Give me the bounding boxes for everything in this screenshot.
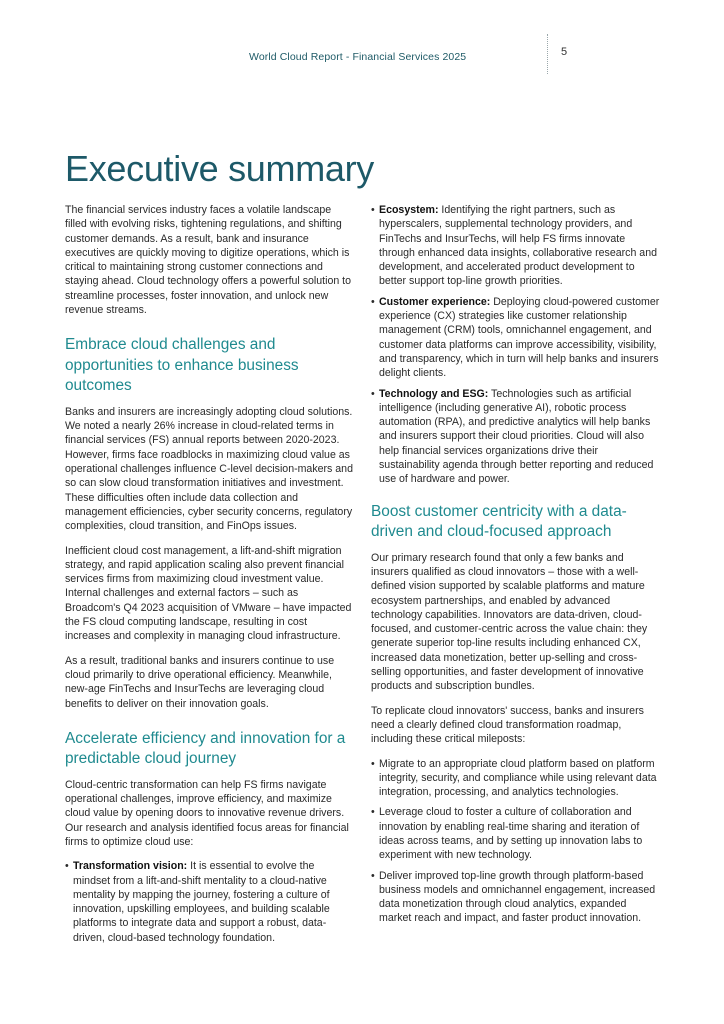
focus-area-list — [65, 859, 353, 945]
paragraph: To replicate cloud innovators' success, banks and insurers need a clearly defined cloud transformation roadmap, including these critical mileposts: — [371, 704, 644, 746]
bullet-label: Customer experience: — [379, 295, 491, 308]
left-column — [65, 203, 353, 955]
page-title: Executive summary — [65, 148, 374, 189]
list-item — [65, 859, 353, 945]
paragraph: As a result, traditional banks and insurers continue to use cloud primarily to drive operational efficiency. Meanwhile, new-age FinTechs and InsurTechs are leveraging cloud benefits to deliver on their innovation goals. — [65, 654, 335, 710]
list-item — [371, 295, 661, 381]
header-divider — [547, 34, 548, 74]
paragraph: Inefficient cloud cost management, a lift-and-shift migration strategy, and rapid application scaling also prevent financial services firms from maximizing cloud investment value. Internal challenges and external factors – such as Broadcom's Q4 2023 acquisition of VMware – have impacted the FS cloud computing landscape, resulting in cost increases and complexity in managing cloud infrastructure. — [65, 544, 352, 643]
bullet-text: Technologies such as artificial intelligence (including generative AI), robotic process automation (RPA), and predictive analytics will help banks and insurers support their cloud priorities. Cloud will also help financial services organizations drive their sustainability agenda through better reporting and reduced use of hardware and power. — [379, 387, 654, 486]
intro-paragraph: The financial services industry faces a volatile landscape filled with evolving risks, tightening regulations, and shifting customer demands. As a result, bank and insurance executives are quickly moving to digitize operations, which is critical to maintaining strong customer connections and staying ahead. Cloud technology offers a powerful solution to streamline processes, foster innovation, and unlock new revenue streams. — [65, 204, 352, 317]
section-heading-customer-centricity: Boost customer centricity with a data-driven and cloud-focused approach — [371, 502, 627, 541]
section-heading-accelerate-efficiency: Accelerate efficiency and innovation for a predictable cloud journey — [65, 729, 346, 768]
bullet-label: Transformation vision: — [73, 860, 188, 873]
list-item — [371, 387, 661, 487]
bullet-text: It is essential to evolve the mindset from a lift-and-shift mentality to a cloud-native mentality by mapping the journey, fostering a culture of innovation, upskilling employees, and building scalable platforms to integrate data and support a robust, data-driven, cloud-based technology foundation. — [73, 860, 330, 944]
bullet-text: Identifying the right partners, such as hyperscalers, supplemental technology providers, and FinTechs and InsurTechs, will help FS firms innovate through enhanced data insights, collaborative research and development, and accelerated product development to better support top-line growth priorities. — [379, 204, 657, 288]
list-item: • Leverage cloud to foster a culture of collaboration and innovation by enabling real-time sharing and iteration of ideas across teams, and by setting up innovation labs to experiment with new technology. — [371, 805, 661, 862]
right-column — [371, 203, 661, 936]
section-heading-cloud-challenges: Embrace cloud challenges and opportunities to enhance business outcomes — [65, 336, 299, 395]
paragraph: Cloud-centric transformation can help FS firms navigate operational challenges, improve efficiency, and maximize cloud value by opening doors to innovative revenue drivers. Our research and analysis identified focus areas for financial firms to optimize cloud use: — [65, 778, 349, 848]
milepost-list — [371, 757, 661, 926]
bullet-label: Technology and ESG: — [379, 387, 489, 400]
list-item: • Deliver improved top-line growth through platform-based business models and omnichannel engagement, increased data monetization through cloud analytics, expanded market reach and impact, and faster product innovation. — [371, 869, 661, 926]
paragraph: Banks and insurers are increasingly adopting cloud solutions. We noted a nearly 26% increase in cloud-related terms in financial services (FS) annual reports between 2020-2023. However, firms face roadblocks in maximizing cloud value as operational challenges influence C-level decision-makers and so can slow cloud transformation initiatives and investment. These difficulties often include data collection and management efficiencies, cyber security concerns, regulatory complexities, cloud transition, and FinOps issues. — [65, 405, 353, 533]
paragraph: Our primary research found that only a few banks and insurers qualified as cloud innovators – those with a well-defined vision supported by scalable platforms and mature ecosystem partnerships, and enabled by advanced technology capabilities. Innovators are data-driven, cloud-focused, and customer-centric across the value chain: they generate superior top-line results including enhanced CX, increased data monetization, better up-selling and cross-selling opportunities, and faster development of innovative products and subscription bundles. — [371, 551, 648, 693]
list-item: • Migrate to an appropriate cloud platform based on platform integrity, security, and compliance while using relevant data integration, processing, and analytics technologies. — [371, 757, 661, 800]
page-number: 5 — [561, 46, 568, 58]
list-item — [371, 203, 661, 289]
focus-area-list-continued — [371, 203, 661, 487]
bullet-label: Ecosystem: — [379, 204, 439, 216]
bullet-text: Deploying cloud-powered customer experience (CX) strategies like customer relationship management (CRM) tools, omnichannel engagement, and customer data platforms can improve accessibility, visibility, and transparency, which in turn will help banks and insurers delight clients. — [379, 295, 660, 380]
report-header-title: World Cloud Report - Financial Services 2025 — [249, 51, 467, 63]
